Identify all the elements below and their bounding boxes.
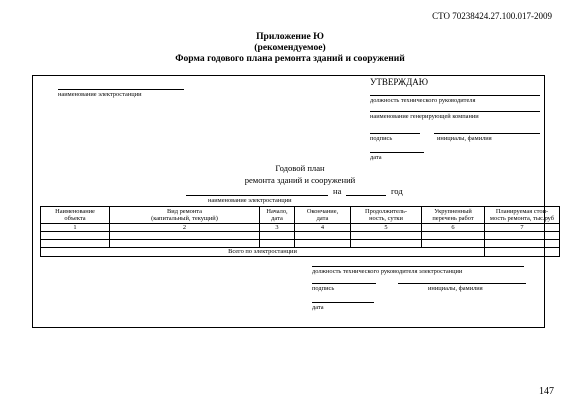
initials-label: инициалы, фамилия bbox=[437, 135, 492, 142]
column-number: 6 bbox=[422, 224, 485, 232]
plan-on-word: на bbox=[333, 186, 342, 196]
table-number-row bbox=[41, 224, 560, 232]
signature-line bbox=[370, 133, 420, 134]
total-label: Всего по электростанции bbox=[41, 248, 485, 256]
column-number: 1 bbox=[41, 224, 110, 232]
footer-tech-head-label: должность технического руководителя электростанции bbox=[312, 268, 463, 275]
company-line bbox=[370, 111, 540, 112]
table-total-row bbox=[41, 248, 560, 256]
appendix-title: Приложение Ю bbox=[256, 31, 324, 42]
column-number: 7 bbox=[485, 224, 560, 232]
footer-initials-line bbox=[398, 283, 526, 284]
company-label: наименование генерирующей компании bbox=[370, 113, 479, 120]
footer-date-label: дата bbox=[312, 304, 324, 311]
appendix-subtitle: (рекомендуемое) bbox=[254, 42, 326, 53]
plan-station-line bbox=[186, 195, 328, 196]
header-end: Окончание, дата bbox=[295, 207, 351, 224]
station-name-label: наименование электростанции bbox=[58, 91, 142, 98]
page-number: 147 bbox=[539, 386, 554, 397]
header-object: Наименование объекта bbox=[41, 207, 110, 224]
footer-tech-head-line bbox=[312, 266, 524, 267]
column-number: 4 bbox=[295, 224, 351, 232]
date-line bbox=[370, 152, 424, 153]
header-duration: Продолжитель- ность, сутки bbox=[351, 207, 422, 224]
header-start: Начало, дата bbox=[260, 207, 295, 224]
footer-signature-label: подпись bbox=[312, 285, 335, 292]
approve-heading: УТВЕРЖДАЮ bbox=[370, 77, 429, 87]
plan-subtitle: ремонта зданий и сооружений bbox=[244, 175, 356, 185]
table-header-row bbox=[41, 207, 560, 224]
header-cost: Планируемая стои- мость ремонта, тыс.руб bbox=[485, 207, 560, 224]
plan-station-label: наименование электростанции bbox=[208, 197, 292, 204]
plan-year-word: год bbox=[391, 186, 403, 196]
table-row bbox=[41, 240, 560, 248]
initials-line bbox=[434, 133, 540, 134]
header-repair-type: Вид ремонта (капитальный, текущий) bbox=[110, 207, 260, 224]
footer-date-line bbox=[312, 302, 374, 303]
column-number: 3 bbox=[260, 224, 295, 232]
plan-title: Годовой план bbox=[275, 163, 325, 173]
tech-head-line bbox=[370, 95, 540, 96]
plan-year-line bbox=[346, 195, 386, 196]
signature-label: подпись bbox=[370, 135, 393, 142]
header-works: Укрупненный перечень работ bbox=[422, 207, 485, 224]
tech-head-label: должность технического руководителя bbox=[370, 97, 476, 104]
column-number: 5 bbox=[351, 224, 422, 232]
document-code: СТО 70238424.27.100.017-2009 bbox=[432, 11, 552, 21]
date-label: дата bbox=[370, 154, 382, 161]
footer-initials-label: инициалы, фамилия bbox=[428, 285, 483, 292]
table-row bbox=[41, 232, 560, 240]
station-name-line bbox=[58, 89, 184, 90]
plan-table bbox=[40, 206, 560, 257]
footer-signature-line bbox=[312, 283, 376, 284]
column-number: 2 bbox=[110, 224, 260, 232]
form-title: Форма годового плана ремонта зданий и сооружений bbox=[175, 53, 405, 64]
